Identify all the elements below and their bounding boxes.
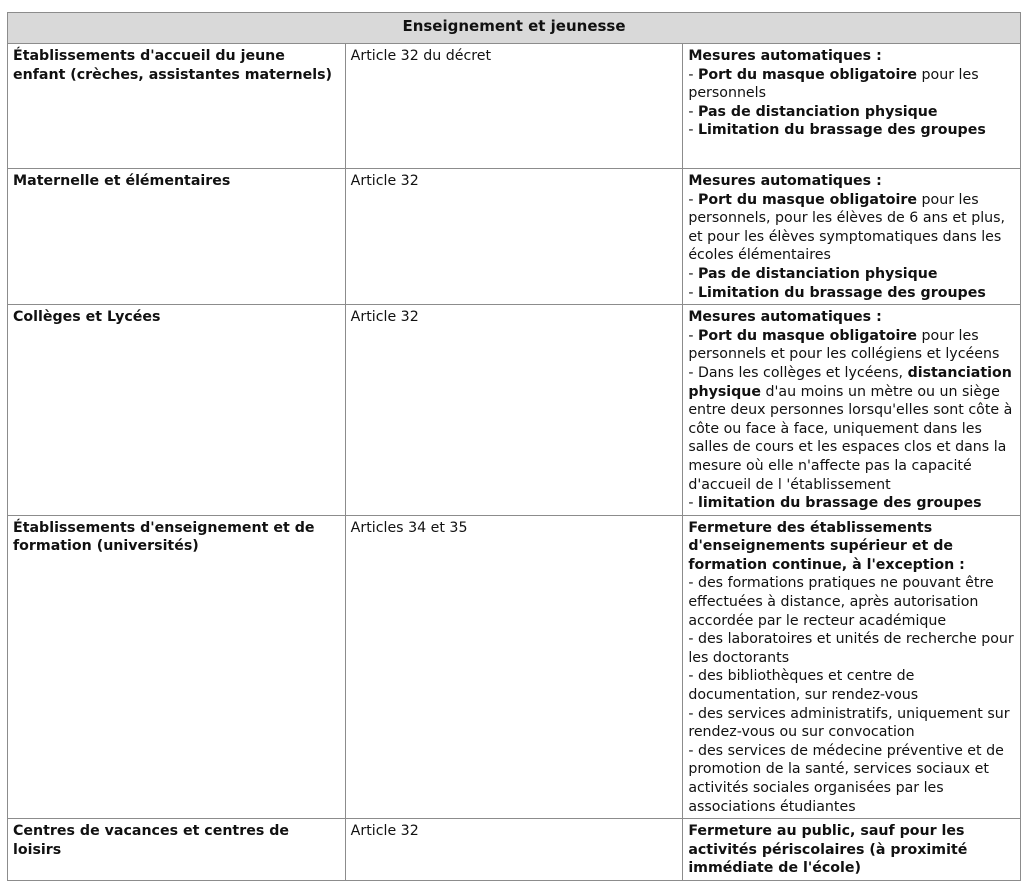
measures-heading: Fermeture des établissements d'enseignements supérieur et de formation continue, à l'exception :	[688, 519, 965, 573]
measure-item: - Port du masque obligatoire pour les personnels et pour les collégiens et lycéens	[688, 327, 1000, 363]
table-row	[8, 169, 1021, 305]
measures-cell	[683, 305, 1021, 516]
measures-cell	[683, 819, 1021, 881]
reference-cell: Article 32	[345, 819, 683, 881]
section-header-row	[8, 13, 1021, 44]
table-row	[8, 515, 1021, 819]
measures-cell	[683, 169, 1021, 305]
measure-item: - Pas de distanciation physique	[688, 103, 938, 120]
measure-item: - des formations pratiques ne pouvant être effectuées à distance, après autorisation accordée par le recteur académique	[688, 575, 994, 629]
reference-cell: Article 32	[345, 169, 683, 305]
measure-item: - limitation du brassage des groupes	[688, 495, 982, 512]
measures-heading: Fermeture au public, sauf pour les activités périscolaires (à proximité immédiate de l'école)	[688, 823, 968, 877]
measure-item: - Port du masque obligatoire pour les personnels, pour les élèves de 6 ans et plus, et pour les élèves symptomatiques dans les écoles élémentaires	[688, 191, 1006, 264]
category-cell: Collèges et Lycées	[8, 305, 346, 516]
table-row	[8, 819, 1021, 881]
measure-item: - Port du masque obligatoire pour les personnels	[688, 66, 979, 102]
measure-item: - Pas de distanciation physique	[688, 265, 938, 282]
measures-cell	[683, 44, 1021, 169]
measure-item: - Limitation du brassage des groupes	[688, 284, 986, 301]
table-row	[8, 44, 1021, 169]
measure-item: - des bibliothèques et centre de documentation, sur rendez-vous	[688, 668, 919, 704]
measures-heading: Mesures automatiques :	[688, 309, 882, 326]
section-title: Enseignement et jeunesse	[8, 13, 1021, 44]
measure-item: - Dans les collèges et lycéens, distanciation physique d'au moins un mètre ou un siège entre deux personnes lorsqu'elles sont côte à côte ou face à face, uniquement dans les salles de cours et les espaces clos et dans la mesure où elle n'affecte pas la capacité d'accueil de l 'établissement	[688, 364, 1013, 493]
table-row	[8, 305, 1021, 516]
measure-item: - Limitation du brassage des groupes	[688, 122, 986, 139]
category-cell: Établissements d'enseignement et de formation (universités)	[8, 515, 346, 819]
measures-heading: Mesures automatiques :	[688, 48, 882, 64]
measures-table-container	[7, 12, 1021, 881]
category-cell: Centres de vacances et centres de loisirs	[8, 819, 346, 881]
category-cell: Maternelle et élémentaires	[8, 169, 346, 305]
measure-item: - des laboratoires et unités de recherche pour les doctorants	[688, 631, 1014, 666]
measure-item: - des services administratifs, uniquement sur rendez-vous ou sur convocation	[688, 705, 1010, 741]
measure-item: - des services de médecine préventive et de promotion de la santé, services sociaux et activités sociales organisées par les associations étudiantes	[688, 742, 1004, 815]
measures-table	[7, 12, 1021, 881]
reference-cell: Article 32	[345, 305, 683, 516]
reference-cell: Article 32 du décret	[345, 44, 683, 169]
measures-heading: Mesures automatiques :	[688, 173, 882, 189]
reference-cell: Articles 34 et 35	[345, 515, 683, 819]
category-cell: Établissements d'accueil du jeune enfant (crèches, assistantes maternels)	[8, 44, 346, 169]
measures-cell	[683, 515, 1021, 819]
